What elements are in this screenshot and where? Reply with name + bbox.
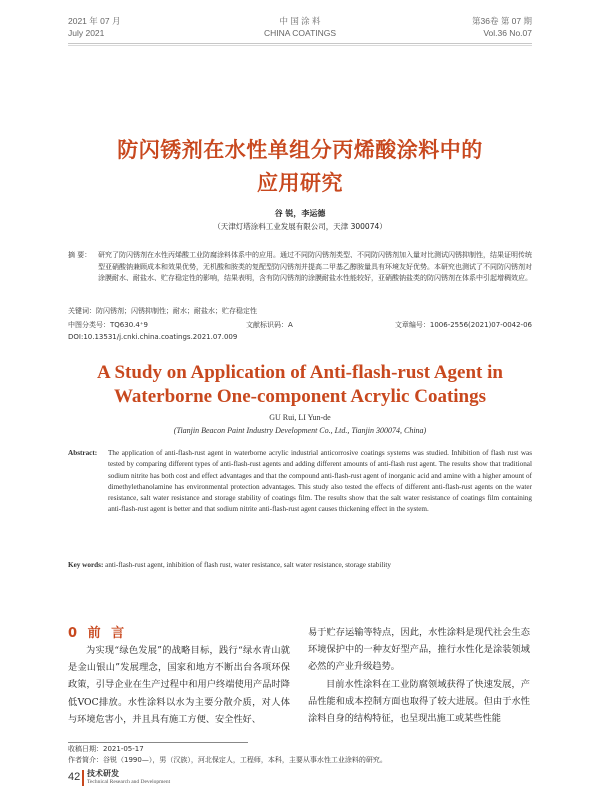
body-column-left <box>68 642 290 728</box>
section-heading-introduction: 0 前 言 <box>68 626 128 641</box>
clc-number: 中图分类号：TQ630.4⁺9 <box>68 321 148 329</box>
journal-name-en: CHINA COATINGS <box>263 28 337 38</box>
chinese-keywords: 关键词：防闪锈剂；闪锈抑制性；耐水；耐盐水；贮存稳定性 <box>68 307 257 315</box>
volume-issue <box>472 15 532 39</box>
chinese-abstract-text: 研究了防闪锈剂在水性丙烯酸工业防腐涂料体系中的应用。通过不同防闪锈剂类型、不同防闪锈剂加入量对比测试闪锈抑制性，结果证明传统型亚硝酸钠兼顾成本和效果优势，无机酸和胺类的复配型防闪锈剂并提高二甲基乙醇胺量具有环境友好优势。本研究也测试了不同防闪锈剂对涂膜耐水、耐盐水、贮存稳定性的影响，结果表明，含有防闪锈剂的涂膜耐盐水性能较好，亚硝酸钠盐类的防闪锈剂在体系中引起增稠效应。 <box>98 251 532 283</box>
author-bio: 作者简介：谷锐（1990—），男（汉族），河北保定人，工程师，本科，主要从事水性工业涂料的研究。 <box>68 756 387 764</box>
footer-accent-bar <box>82 770 84 786</box>
chinese-title-line-1: 防闪锈剂在水性单组分丙烯酸涂料中的 <box>117 138 483 162</box>
running-header <box>0 0 600 60</box>
page-number: 42 <box>68 771 81 783</box>
classification-line <box>68 320 532 330</box>
document-code: 文献标识码：A <box>246 321 293 329</box>
intro-paragraph-1: 为实现“绿色发展”的战略目标，践行“绿水青山就是金山银山”发展理念，国家和地方不断出台各项环保政策，引导企业在生产过程中和用户终端使用产品时降低VOC排放。水性涂料以水为主要分散介质，对人体与环境危害小，并且具有施工方便、安全性好、 <box>68 645 290 725</box>
article-number: 文章编号：1006-2556(2021)07-0042-06 <box>394 321 532 329</box>
issue-date-en: July 2021 <box>68 28 105 38</box>
english-title <box>0 361 600 409</box>
english-affiliation: (Tianjin Beacon Paint Industry Development Co., Ltd., Tianjin 300074, China) <box>173 426 427 435</box>
volume-issue-en: Vol.36 No.07 <box>483 28 532 38</box>
chinese-abstract <box>68 250 532 285</box>
issue-date-cn: 2021 年 07 月 <box>68 16 121 26</box>
chinese-abstract-label: 摘 要： <box>68 251 92 259</box>
english-abstract-label: Abstract: <box>68 449 98 457</box>
chinese-authors: 谷 锐，李运德 <box>274 209 326 218</box>
footer-section-en: Technical Research and Development <box>87 779 171 785</box>
english-keywords-text: anti-flash-rust agent, inhibition of flash rust, water resistance, salt water resistance, storage stability <box>103 561 391 569</box>
english-abstract-text: The application of anti-flash-rust agent in waterborne acrylic industrial anticorrosive coatings systems was studied. Inhibition of flash rust was tested by comparing different types of anti-flash-rust agents and adding different amounts of anti-flash rust agent. The results show that traditional sodium nitrite has both cost and effect advantages and that the compound anti-flash-rust agent of inorganic acid and amine with a higher amount of dimethylethanolamine has environmental protection advantages. This study also tested the effects of different anti-flash-rust agents on the water resistance, salt water resistance and storage stability of coatings film. The results show that the salt water resistance of coatings film containing anti-flash-rust agent is better and that sodium nitrite anti-flash-rust agent causes thickening effect in the system. <box>108 449 532 514</box>
english-abstract <box>68 448 532 516</box>
chinese-affiliation: （天津灯塔涂料工业发展有限公司，天津 300074） <box>213 222 387 231</box>
english-authors: GU Rui, LI Yun-de <box>269 413 331 422</box>
footnote-rule <box>68 742 248 743</box>
journal-name-cn: 中 国 涂 料 <box>279 16 321 26</box>
intro-paragraph-1-continued: 易于贮存运输等特点，因此，水性涂料是现代社会生态环境保护中的一种友好型产品，推行水性化是涂装领域必然的产业升级趋势。 <box>308 627 530 673</box>
intro-paragraph-2: 目前水性涂料在工业防腐领域获得了快速发展，产品性能和成本控制方面也取得了较大进展。但由于水性涂料自身的结构特征，也呈现出施工或某些性能 <box>308 678 530 725</box>
english-title-line-2: Waterborne One-component Acrylic Coatings <box>113 386 487 407</box>
volume-issue-cn: 第36卷 第 07 期 <box>472 16 532 26</box>
english-keywords <box>68 561 532 569</box>
header-rule <box>68 43 532 44</box>
received-date: 收稿日期：2021-05-17 <box>68 745 144 753</box>
footer-section-cn: 技术研发 <box>87 769 119 778</box>
chinese-title-line-2: 应用研究 <box>257 171 343 195</box>
english-keywords-label: Key words: <box>68 561 104 569</box>
body-column-right <box>308 624 530 727</box>
header-rule-thin <box>68 45 532 46</box>
doi: DOI:10.13531/j.cnki.china.coatings.2021.07.009 <box>68 333 238 341</box>
english-title-line-1: A Study on Application of Anti-flash-rust Agent in <box>97 362 503 383</box>
chinese-title <box>0 134 600 200</box>
